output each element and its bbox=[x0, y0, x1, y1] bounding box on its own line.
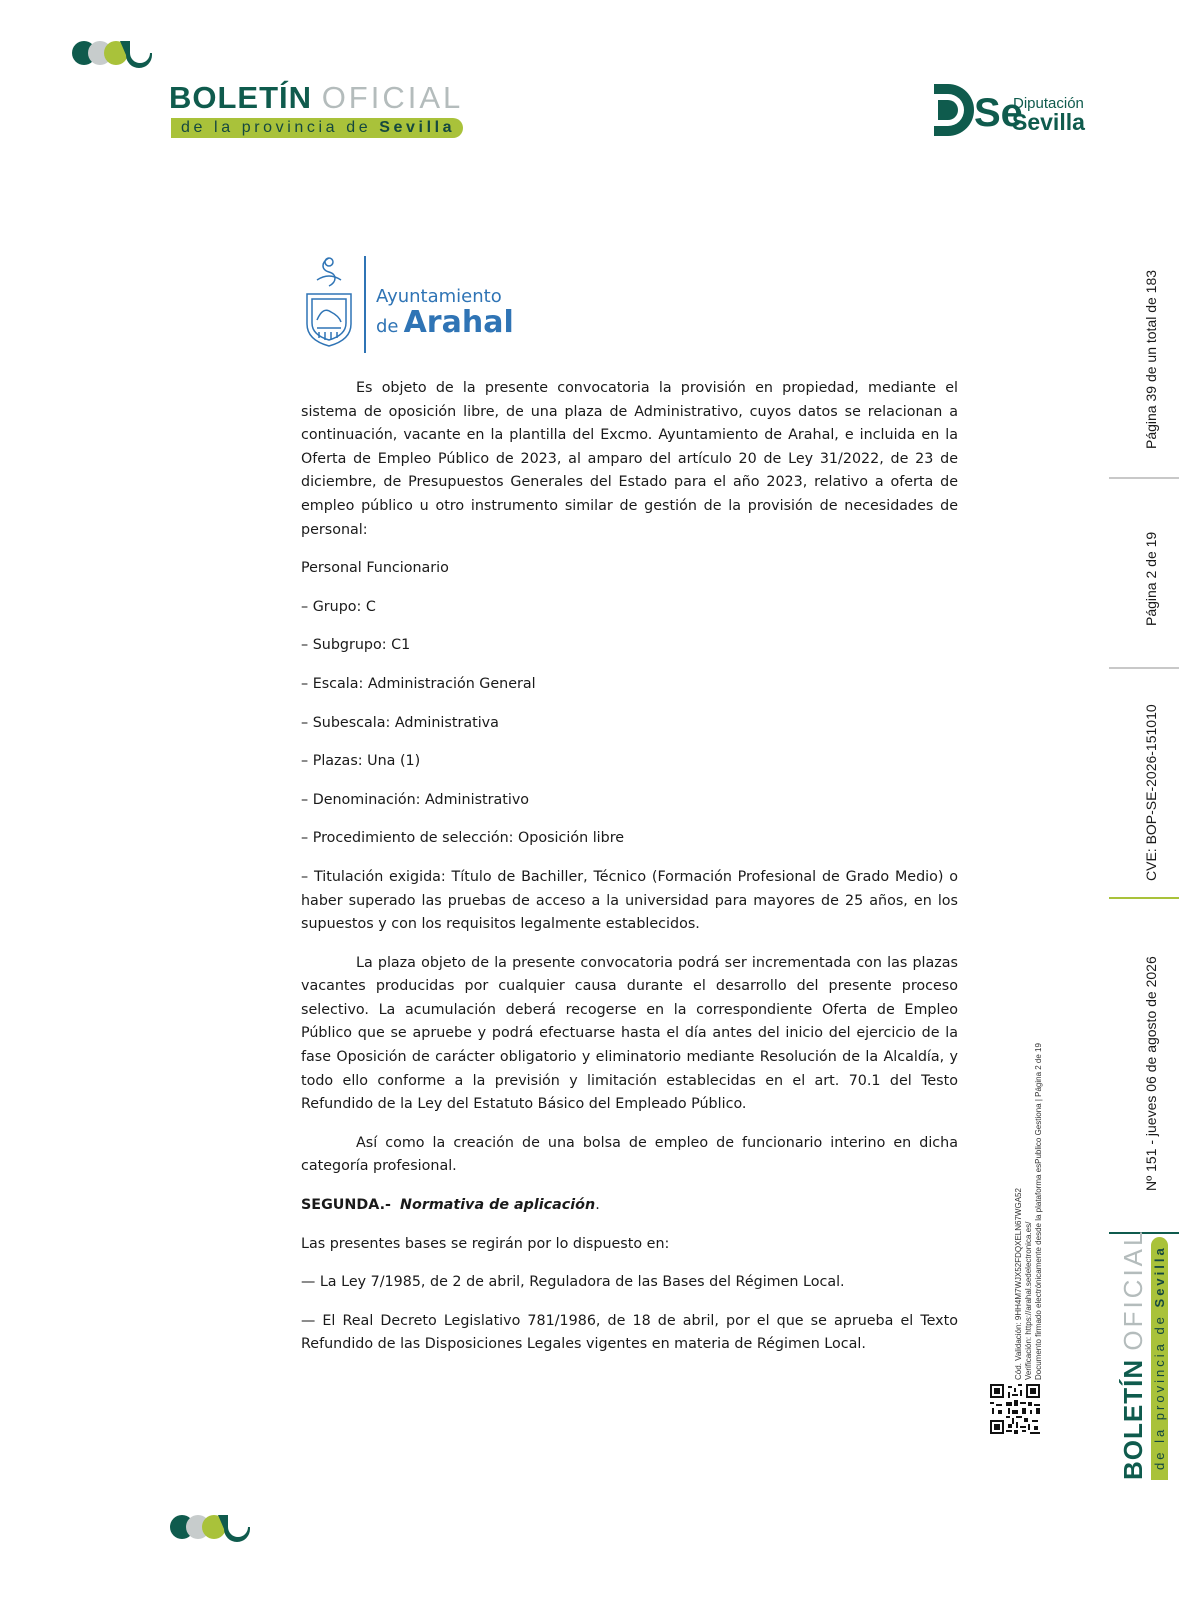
page-doc-label: Página 2 de 19 bbox=[1143, 531, 1159, 626]
list-item-denominacion: – Denominación: Administrativo bbox=[301, 791, 530, 808]
list-item-grupo: – Grupo: C bbox=[301, 598, 376, 615]
page-total-label: Página 39 de un total de 183 bbox=[1143, 269, 1159, 449]
list-item-titulacion: – Titulación exigida: Título de Bachiller, Técnico (Formación Profesional de Grado Medio) o haber superado las pruebas de acceso a la universidad para mayores de 25 años, en los supuestos y con los requisitos legalmente establecidos. bbox=[301, 868, 958, 933]
section-number: SEGUNDA.- bbox=[301, 1197, 391, 1214]
arahal-logo-divider bbox=[364, 256, 366, 353]
validation-platform: Documento firmado electrónicamente desde la plataforma esPublico Gestiona | Página 2 de 19 bbox=[1034, 1043, 1043, 1380]
bop-subtitle-prefix: de la provincia de bbox=[181, 119, 372, 136]
bop-title-word1: BOLETÍN bbox=[169, 80, 313, 115]
band-divider-2 bbox=[1109, 667, 1179, 669]
band-divider-3 bbox=[1109, 897, 1179, 899]
validation-url: Verificación: https://arahal.sedelectronica.es/ bbox=[1024, 1221, 1033, 1380]
validation-text bbox=[1014, 1043, 1044, 1380]
diputacion-label: Diputación bbox=[1013, 95, 1084, 112]
bop-footer-mark bbox=[170, 1514, 250, 1540]
intro-paragraph: Es objeto de la presente convocatoria la provisión en propiedad, mediante el sistema de oposición libre, de una plaza de Administrativo, cuyos datos se relacionan a continuación, vacante en la plantilla del Excmo. Ayuntamiento de Arahal, e incluida en la Oferta de Empleo Público de 2023, al amparo del artículo 20 de Ley 31/2022, de 23 de diciembre, de Presupuestos Generales del Estado para el año 2023, relativo a oferta de empleo público u otro instrumento similar de gestión de la provisión de necesidades de personal: bbox=[301, 380, 958, 538]
personal-type: Personal Funcionario bbox=[301, 560, 449, 577]
bases-intro: Las presentes bases se regirán por lo dispuesto en: bbox=[301, 1235, 670, 1252]
diputacion-place: Sevilla bbox=[1012, 109, 1085, 135]
increment-paragraph: La plaza objeto de la presente convocatoria podrá ser incrementada con las plazas vacantes producidas por cualquier causa durante el desarrollo del presente proceso selectivo. La acumulación deberá recogerse en la correspondiente Oferta de Empleo Público que se apruebe y podrá efectuarse hasta el día antes del inicio del ejercicio de la fase Oposición de carácter obligatorio y eliminatorio mediante Resolución de la Alcaldía, y todo ello conforme a la previsión y limitación establecidas en el art. 70.1 del Testo Refundido de la Ley del Estatuto Básico del Empleado Público. bbox=[301, 954, 958, 1113]
list-item-plazas: – Plazas: Una (1) bbox=[301, 753, 421, 770]
law-item-2: — El Real Decreto Legislativo 781/1986, de 18 de abril, por el que se aprueba el Texto Refundido de las Disposiciones Legales vigentes en materia de Régimen Local. bbox=[301, 1312, 958, 1353]
bop-vertical-sub-prefix: de la provincia de bbox=[1152, 1314, 1167, 1470]
band-divider-1 bbox=[1109, 477, 1179, 479]
arahal-coat-of-arms-icon bbox=[303, 254, 355, 350]
bolsa-paragraph: Así como la creación de una bolsa de empleo de funcionario interino en dicha categoría profesional. bbox=[301, 1134, 958, 1175]
bop-title-word2: OFICIAL bbox=[321, 80, 464, 115]
bop-subtitle bbox=[171, 118, 463, 138]
section-heading-end: . bbox=[595, 1197, 600, 1214]
bop-vertical-logo bbox=[1118, 1229, 1169, 1480]
cve-label: CVE: BOP-SE-2026-151010 bbox=[1143, 704, 1159, 881]
bop-vertical-word2: OFICIAL bbox=[1118, 1228, 1148, 1351]
bop-vertical-sub-place: Sevilla bbox=[1152, 1245, 1167, 1308]
ayuntamiento-label: Ayuntamiento bbox=[376, 286, 502, 307]
validation-code: Cód. Validación: 9HH4M7WJX52FDQXELN67WGA52 bbox=[1014, 1188, 1023, 1380]
section-title: Normativa de aplicación bbox=[400, 1197, 596, 1214]
list-item-procedimiento: – Procedimiento de selección: Oposición libre bbox=[301, 830, 625, 847]
bop-title bbox=[169, 80, 463, 116]
ayuntamiento-town: Arahal bbox=[403, 305, 514, 340]
list-item-escala: – Escala: Administración General bbox=[301, 675, 536, 692]
list-item-subescala: – Subescala: Administrativa bbox=[301, 714, 499, 731]
section-heading bbox=[301, 1194, 958, 1218]
svg-text:Se: Se bbox=[974, 91, 1023, 135]
qr-code-icon bbox=[990, 1384, 1040, 1434]
diputacion-logo-icon bbox=[930, 80, 1023, 140]
ayuntamiento-name bbox=[376, 305, 514, 340]
ayuntamiento-prefix: de bbox=[376, 316, 399, 337]
document-body bbox=[301, 377, 958, 1372]
bop-decorative-mark bbox=[72, 40, 152, 66]
list-item-subgrupo: – Subgrupo: C1 bbox=[301, 637, 411, 654]
bop-subtitle-place: Sevilla bbox=[379, 119, 456, 136]
bop-vertical-word1: BOLETÍN bbox=[1118, 1358, 1148, 1480]
law-item-1: — La Ley 7/1985, de 2 de abril, Reguladora de las Bases del Régimen Local. bbox=[301, 1274, 845, 1291]
issue-label: Nº 151 - jueves 06 de agosto de 2026 bbox=[1143, 956, 1159, 1191]
